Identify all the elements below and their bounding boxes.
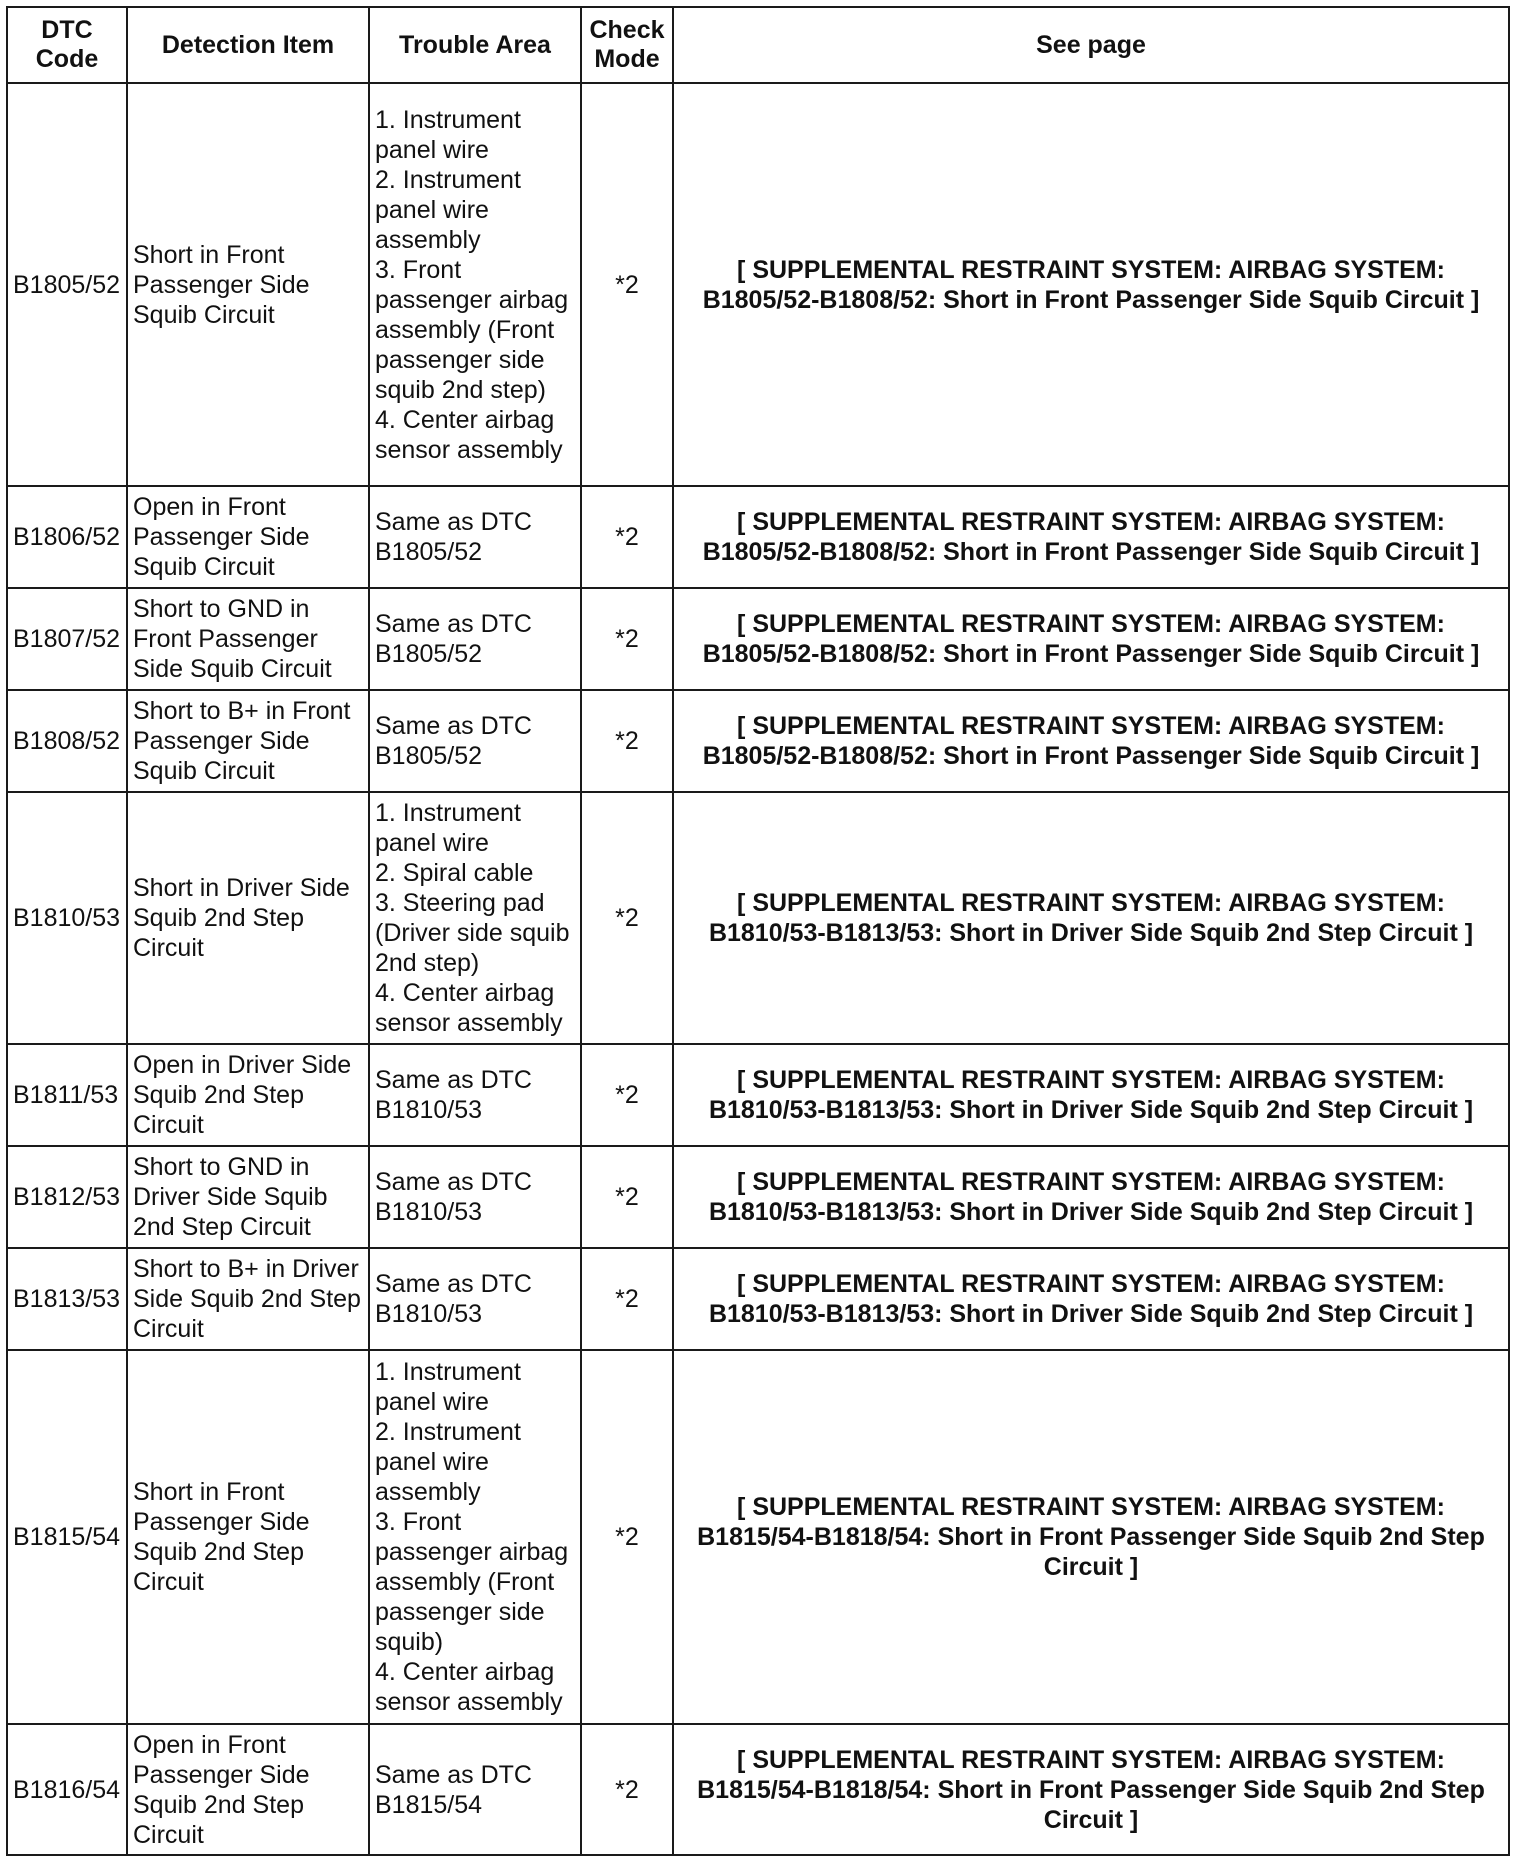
check-mode-cell: *2 bbox=[581, 1724, 673, 1855]
table-row bbox=[7, 1350, 1509, 1724]
see-page-cell[interactable] bbox=[673, 486, 1509, 588]
trouble-area-cell bbox=[369, 486, 581, 588]
detection-item-cell: Open in Front Passenger Side Squib 2nd Step Circuit bbox=[127, 1724, 369, 1855]
see-page-cell[interactable] bbox=[673, 1044, 1509, 1146]
trouble-area-line: Same as DTC B1805/52 bbox=[375, 508, 532, 566]
table-row bbox=[7, 792, 1509, 1044]
table-row bbox=[7, 1044, 1509, 1146]
table-row bbox=[7, 1248, 1509, 1350]
detection-item-cell: Short to GND in Front Passenger Side Squib Circuit bbox=[127, 588, 369, 690]
dtc-table bbox=[6, 6, 1510, 1856]
trouble-area-line: 2. Instrument panel wire assembly bbox=[375, 165, 521, 254]
see-page-link[interactable]: [ SUPPLEMENTAL RESTRAINT SYSTEM: AIRBAG SYSTEM: B1810/53-B1813/53: Short in Driver Side Squib 2nd Step Circuit ] bbox=[708, 1066, 1474, 1124]
check-mode-cell: *2 bbox=[581, 83, 673, 486]
dtc-code-cell: B1810/53 bbox=[7, 792, 127, 1044]
trouble-area-line: Same as DTC B1815/54 bbox=[375, 1760, 532, 1819]
see-page-link[interactable]: [ SUPPLEMENTAL RESTRAINT SYSTEM: AIRBAG SYSTEM: B1805/52-B1808/52: Short in Front Passenger Side Squib Circuit ] bbox=[702, 610, 1480, 668]
trouble-area-line: 4. Center airbag sensor assembly bbox=[375, 405, 563, 464]
check-mode-cell: *2 bbox=[581, 486, 673, 588]
trouble-area-cell bbox=[369, 1044, 581, 1146]
header-dtc-code: DTC Code bbox=[7, 7, 127, 83]
header-row bbox=[7, 7, 1509, 83]
dtc-code-cell: B1807/52 bbox=[7, 588, 127, 690]
see-page-cell[interactable] bbox=[673, 588, 1509, 690]
check-mode-cell: *2 bbox=[581, 792, 673, 1044]
detection-item-cell: Short in Front Passenger Side Squib 2nd Step Circuit bbox=[127, 1350, 369, 1724]
trouble-area-cell bbox=[369, 1350, 581, 1724]
see-page-link[interactable]: [ SUPPLEMENTAL RESTRAINT SYSTEM: AIRBAG SYSTEM: B1815/54-B1818/54: Short in Front Passenger Side Squib 2nd Step Circuit ] bbox=[697, 1745, 1485, 1834]
trouble-area-cell bbox=[369, 792, 581, 1044]
trouble-area-cell bbox=[369, 83, 581, 486]
header-detection-item: Detection Item bbox=[127, 7, 369, 83]
see-page-link[interactable]: [ SUPPLEMENTAL RESTRAINT SYSTEM: AIRBAG SYSTEM: B1810/53-B1813/53: Short in Driver Side Squib 2nd Step Circuit ] bbox=[708, 889, 1474, 947]
detection-item-cell: Short to B+ in Driver Side Squib 2nd Step Circuit bbox=[127, 1248, 369, 1350]
header-see-page: See page bbox=[673, 7, 1509, 83]
trouble-area-cell bbox=[369, 1248, 581, 1350]
check-mode-cell: *2 bbox=[581, 1146, 673, 1248]
table-row bbox=[7, 1146, 1509, 1248]
dtc-code-cell: B1811/53 bbox=[7, 1044, 127, 1146]
check-mode-cell: *2 bbox=[581, 1044, 673, 1146]
see-page-link[interactable]: [ SUPPLEMENTAL RESTRAINT SYSTEM: AIRBAG SYSTEM: B1805/52-B1808/52: Short in Front Passenger Side Squib Circuit ] bbox=[702, 712, 1480, 770]
dtc-code-cell: B1808/52 bbox=[7, 690, 127, 792]
trouble-area-line: 3. Front passenger airbag assembly (Front passenger side squib 2nd step) bbox=[375, 255, 569, 404]
trouble-area-line: 4. Center airbag sensor assembly bbox=[375, 979, 563, 1037]
check-mode-cell: *2 bbox=[581, 1248, 673, 1350]
see-page-link[interactable]: [ SUPPLEMENTAL RESTRAINT SYSTEM: AIRBAG SYSTEM: B1810/53-B1813/53: Short in Driver Side Squib 2nd Step Circuit ] bbox=[708, 1168, 1474, 1226]
dtc-code-cell: B1815/54 bbox=[7, 1350, 127, 1724]
see-page-cell[interactable] bbox=[673, 1350, 1509, 1724]
dtc-code-cell: B1812/53 bbox=[7, 1146, 127, 1248]
trouble-area-line: 2. Spiral cable bbox=[375, 859, 534, 887]
trouble-area-line: 3. Steering pad (Driver side squib 2nd step) bbox=[375, 889, 570, 977]
trouble-area-cell bbox=[369, 1724, 581, 1855]
check-mode-cell: *2 bbox=[581, 1350, 673, 1724]
table-row bbox=[7, 486, 1509, 588]
see-page-cell[interactable] bbox=[673, 1724, 1509, 1855]
see-page-cell[interactable] bbox=[673, 792, 1509, 1044]
see-page-link[interactable]: [ SUPPLEMENTAL RESTRAINT SYSTEM: AIRBAG SYSTEM: B1810/53-B1813/53: Short in Driver Side Squib 2nd Step Circuit ] bbox=[708, 1270, 1474, 1328]
table-row bbox=[7, 690, 1509, 792]
check-mode-cell: *2 bbox=[581, 690, 673, 792]
header-check-mode: Check Mode bbox=[581, 7, 673, 83]
detection-item-cell: Short to B+ in Front Passenger Side Squib Circuit bbox=[127, 690, 369, 792]
trouble-area-line: Same as DTC B1805/52 bbox=[375, 610, 532, 668]
trouble-area-cell bbox=[369, 1146, 581, 1248]
trouble-area-line: 1. Instrument panel wire bbox=[375, 1358, 521, 1416]
trouble-area-line: Same as DTC B1810/53 bbox=[375, 1066, 532, 1124]
detection-item-cell: Short in Front Passenger Side Squib Circuit bbox=[127, 83, 369, 486]
detection-item-cell: Short to GND in Driver Side Squib 2nd Step Circuit bbox=[127, 1146, 369, 1248]
see-page-link[interactable]: [ SUPPLEMENTAL RESTRAINT SYSTEM: AIRBAG SYSTEM: B1815/54-B1818/54: Short in Front Passenger Side Squib 2nd Step Circuit ] bbox=[697, 1493, 1485, 1581]
table-row bbox=[7, 1724, 1509, 1855]
trouble-area-line: 3. Front passenger airbag assembly (Front passenger side squib) bbox=[375, 1508, 569, 1656]
see-page-cell[interactable] bbox=[673, 83, 1509, 486]
trouble-area-line: Same as DTC B1810/53 bbox=[375, 1270, 532, 1328]
header-trouble-area: Trouble Area bbox=[369, 7, 581, 83]
table-row bbox=[7, 83, 1509, 486]
trouble-area-line: Same as DTC B1805/52 bbox=[375, 712, 532, 770]
trouble-area-line: 4. Center airbag sensor assembly bbox=[375, 1658, 563, 1716]
detection-item-cell: Open in Front Passenger Side Squib Circuit bbox=[127, 486, 369, 588]
see-page-link[interactable]: [ SUPPLEMENTAL RESTRAINT SYSTEM: AIRBAG SYSTEM: B1805/52-B1808/52: Short in Front Passenger Side Squib Circuit ] bbox=[702, 255, 1480, 314]
trouble-area-cell bbox=[369, 588, 581, 690]
table-row bbox=[7, 588, 1509, 690]
see-page-cell[interactable] bbox=[673, 1146, 1509, 1248]
trouble-area-line: 1. Instrument panel wire bbox=[375, 105, 521, 164]
dtc-code-cell: B1816/54 bbox=[7, 1724, 127, 1855]
trouble-area-line: 2. Instrument panel wire assembly bbox=[375, 1418, 521, 1506]
dtc-code-cell: B1805/52 bbox=[7, 83, 127, 486]
check-mode-cell: *2 bbox=[581, 588, 673, 690]
dtc-code-cell: B1806/52 bbox=[7, 486, 127, 588]
trouble-area-line: Same as DTC B1810/53 bbox=[375, 1168, 532, 1226]
trouble-area-line: 1. Instrument panel wire bbox=[375, 799, 521, 857]
see-page-cell[interactable] bbox=[673, 1248, 1509, 1350]
see-page-link[interactable]: [ SUPPLEMENTAL RESTRAINT SYSTEM: AIRBAG SYSTEM: B1805/52-B1808/52: Short in Front Passenger Side Squib Circuit ] bbox=[702, 508, 1480, 566]
detection-item-cell: Open in Driver Side Squib 2nd Step Circuit bbox=[127, 1044, 369, 1146]
trouble-area-cell bbox=[369, 690, 581, 792]
detection-item-cell: Short in Driver Side Squib 2nd Step Circuit bbox=[127, 792, 369, 1044]
dtc-code-cell: B1813/53 bbox=[7, 1248, 127, 1350]
see-page-cell[interactable] bbox=[673, 690, 1509, 792]
